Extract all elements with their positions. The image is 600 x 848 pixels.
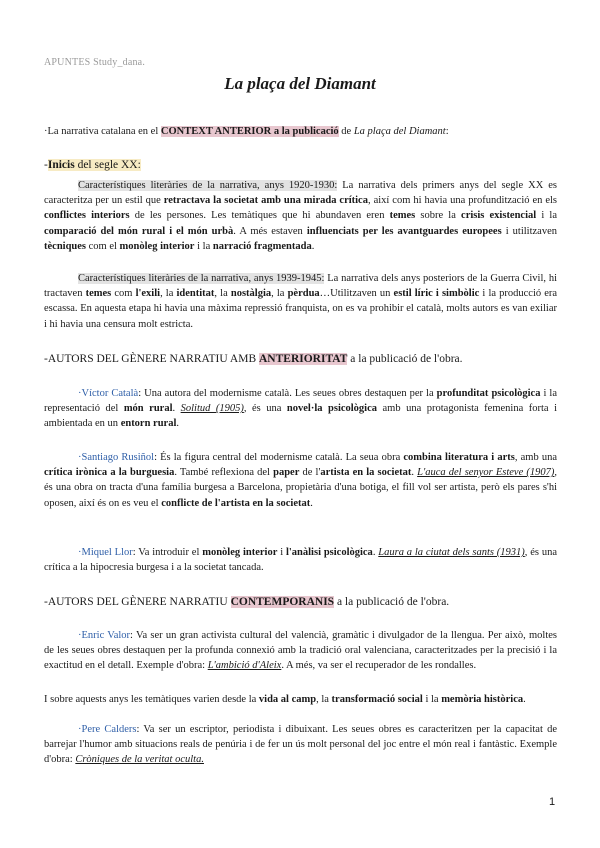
page-header: APUNTES Study_dana. bbox=[44, 57, 146, 68]
section-heading-anterioritat: -AUTORS DEL GÈNERE NARRATIU AMB ANTERIORITAT a la publicació de l'obra. bbox=[44, 353, 463, 365]
author-santiago-rusinol: ·Santiago Rusiñol: És la figura central del modernisme català. La seua obra combina literatura i arts, amb una crítica irònica a la burguesia. També reflexiona del paper de l'artista en la societat. L'auca del senyor Esteve (1907), és una obra on tracta d'una família burgesa a Barcelona, propietària d'una botiga, el fill vol ser artista, però els pares s'hi oposen, així és on es veu el conflicte de l'artista en la societat. bbox=[44, 452, 557, 509]
para-lead: Característiques literàries de la narrativa, anys 1920-1930: bbox=[78, 180, 338, 191]
intro-text: de bbox=[338, 126, 354, 137]
work-title: Cròniques de la veritat oculta. bbox=[75, 754, 204, 766]
author-name: ·Miquel Llor bbox=[78, 547, 133, 558]
para-lead: Característiques literàries de la narrativa, anys 1939-1945: bbox=[78, 273, 325, 284]
author-victor-catala: ·Víctor Català: Una autora del modernisme català. Les seues obres destaquen per la profunditat psicològica i la representació del món rural. Solitud (1905), és una novel·la psicològica amb una protagonista femenina forta i ambientada en un entorn rural. bbox=[44, 388, 558, 430]
inicis-text: del segle XX: bbox=[74, 159, 141, 171]
paragraph-1920-1930: Característiques literàries de la narrativa, anys 1920-1930: La narrativa dels primers anys del segle XX es caracteritza per un estil que retractava la societat amb una mirada crítica, així com hi havia una profundització en els conflictes interiors de les persones. Les temàtiques que hi abundaven eren temes sobre la crisis existencial i la comparació del món rural i el món urbà. A més estaven influenciats per les avantguardes europees i utilitzaven tècniques com el monòleg interior i la narració fragmentada. bbox=[44, 180, 558, 252]
intro-line bbox=[44, 124, 557, 139]
work-title: L'auca del senyor Esteve (1907) bbox=[417, 467, 555, 479]
work-title: Solitud (1905) bbox=[180, 403, 244, 415]
author-enric-valor: ·Enric Valor: Va ser un gran activista cultural del valencià, gramàtic i divulgador de la llengua. Per això, moltes de les seues obres destaquen per la profunda connexió amb la tradició oral valenciana, caracteritzades per la precisió i la exactitud en el detall. Exemple d'obra: L'ambició d'Aleix. A més, va ser el recuperador de les rondalles. bbox=[44, 630, 557, 672]
intro-text: ·La narrativa catalana en el bbox=[44, 126, 161, 137]
work-title: La plaça del Diamant bbox=[353, 126, 446, 137]
page-number: 1 bbox=[549, 796, 556, 808]
context-highlight: CONTEXT ANTERIOR a la publicació bbox=[160, 126, 339, 137]
author-name: ·Pere Calders bbox=[78, 724, 137, 735]
themes-line: I sobre aquests anys les temàtiques varien desde la vida al camp, la transformació social i la memòria històrica. bbox=[44, 694, 526, 705]
work-title: L'ambició d'Aleix bbox=[207, 660, 282, 672]
inicis-label: Inicis bbox=[47, 159, 75, 171]
anterioritat-highlight: ANTERIORITAT bbox=[259, 353, 348, 365]
inicis-heading: -Inicis del segle XX: bbox=[44, 159, 141, 171]
section-heading-contemporanis: -AUTORS DEL GÈNERE NARRATIU CONTEMPORANIS a la publicació de l'obra. bbox=[44, 596, 450, 608]
author-name: ·Santiago Rusiñol bbox=[78, 452, 155, 463]
author-name: ·Víctor Català bbox=[78, 388, 139, 399]
paragraph-1939-1945: Característiques literàries de la narrativa, anys 1939-1945: La narrativa dels anys posteriors de la Guerra Civil, hi tractaven temes com l'exili, la identitat, la nostàlgia, la pèrdua…Utilitzaven un estil líric i simbòlic i la producció era escassa. En aquesta etapa hi havia una màxima repressió franquista, on es va prohibir el català, molts autors es van exiliar i hi havia una censura molt estricta. bbox=[44, 273, 558, 330]
contemporanis-highlight: CONTEMPORANIS bbox=[230, 596, 335, 608]
intro-text: : bbox=[445, 126, 449, 137]
author-miquel-llor: ·Miquel Llor: Va introduir el monòleg interior i l'anàlisi psicològica. Laura a la ciutat dels sants (1931), és una crítica a la hipocresia burgesa i a la societat tancada. bbox=[44, 547, 557, 574]
author-name: ·Enric Valor bbox=[78, 630, 131, 641]
author-pere-calders: ·Pere Calders: Va ser un escriptor, periodista i dibuixant. Les seues obres es caracteritzen per la capacitat de barrejar l'humor amb situacions reals de penúria i de fer un ús molt personal del joc entre el món real i fantàstic. Exemple d'obra: Cròniques de la veritat oculta. bbox=[44, 724, 557, 766]
document-title: La plaça del Diamant bbox=[224, 74, 376, 93]
work-title: Laura a la ciutat dels sants (1931) bbox=[378, 547, 525, 558]
